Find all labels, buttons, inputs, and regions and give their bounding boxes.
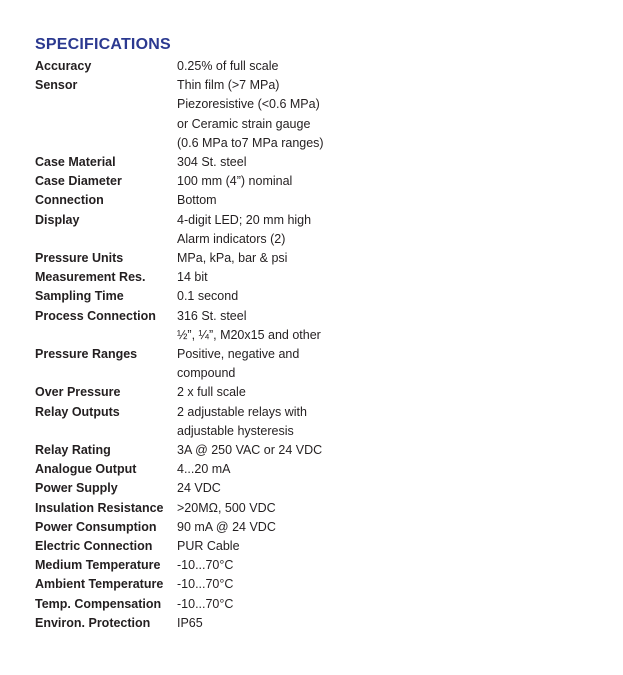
spec-value-line: 2 x full scale bbox=[177, 385, 246, 400]
spec-row bbox=[35, 249, 595, 268]
spec-row bbox=[35, 595, 595, 614]
spec-row bbox=[35, 211, 595, 249]
spec-value-line: 3A @ 250 VAC or 24 VDC bbox=[177, 443, 323, 458]
spec-value-line: 14 bit bbox=[177, 270, 208, 285]
spec-value-line: Bottom bbox=[177, 193, 217, 208]
spec-value bbox=[177, 537, 595, 556]
spec-label: Temp. Compensation bbox=[35, 596, 162, 611]
spec-value bbox=[177, 441, 595, 460]
spec-value bbox=[177, 614, 595, 633]
spec-value-line: compound bbox=[177, 366, 236, 381]
spec-value-line: 304 St. steel bbox=[177, 155, 247, 170]
spec-label: Sampling Time bbox=[35, 289, 124, 304]
spec-row bbox=[35, 76, 595, 153]
spec-label: Power Consumption bbox=[35, 519, 157, 534]
spec-label: Case Diameter bbox=[35, 174, 122, 189]
spec-value-line: 0.25% of full scale bbox=[177, 59, 279, 73]
spec-label: Ambient Temperature bbox=[35, 577, 164, 592]
spec-row bbox=[35, 191, 595, 210]
spec-value-line: PUR Cable bbox=[177, 539, 240, 554]
spec-value-line: >20MΩ, 500 VDC bbox=[177, 500, 276, 515]
spec-row bbox=[35, 268, 595, 287]
spec-value bbox=[177, 287, 595, 306]
spec-label: Case Material bbox=[35, 155, 116, 170]
spec-label: Electric Connection bbox=[35, 539, 153, 554]
spec-value-line: IP65 bbox=[177, 615, 203, 630]
spec-row bbox=[35, 556, 595, 575]
spec-value bbox=[177, 595, 595, 614]
spec-value-line: ½”, ¼”, M20x15 and other bbox=[177, 327, 321, 342]
spec-value-line: Alarm indicators (2) bbox=[177, 231, 286, 246]
spec-row bbox=[35, 153, 595, 172]
spec-row bbox=[35, 614, 595, 633]
spec-row bbox=[35, 287, 595, 306]
spec-value bbox=[177, 345, 595, 383]
spec-label: Measurement Res. bbox=[35, 270, 146, 285]
spec-value-line: Positive, negative and bbox=[177, 347, 300, 362]
spec-value-line: Thin film (>7 MPa) bbox=[177, 78, 280, 93]
specifications-sheet bbox=[35, 36, 595, 633]
spec-value bbox=[177, 499, 595, 518]
spec-row bbox=[35, 57, 595, 76]
spec-value-line: 24 VDC bbox=[177, 481, 221, 496]
spec-label: Sensor bbox=[35, 78, 78, 93]
spec-value bbox=[177, 575, 595, 594]
spec-label: Analogue Output bbox=[35, 462, 137, 477]
spec-value-line: 4...20 mA bbox=[177, 462, 231, 477]
spec-value bbox=[177, 518, 595, 537]
spec-value bbox=[177, 383, 595, 402]
spec-label: Process Connection bbox=[35, 308, 156, 323]
spec-row bbox=[35, 460, 595, 479]
spec-value-line: 100 mm (4”) nominal bbox=[177, 174, 293, 189]
spec-value-line: 316 St. steel bbox=[177, 308, 247, 323]
spec-value bbox=[177, 153, 595, 172]
spec-value-line: Piezoresistive (<0.6 MPa) bbox=[177, 97, 320, 112]
spec-value-line: adjustable hysteresis bbox=[177, 423, 294, 438]
spec-label: Over Pressure bbox=[35, 385, 121, 400]
spec-value-line: MPa, kPa, bar & psi bbox=[177, 251, 288, 266]
spec-value-line: or Ceramic strain gauge bbox=[177, 116, 311, 131]
spec-value bbox=[177, 307, 595, 345]
spec-value bbox=[177, 403, 595, 441]
spec-value-line: 4-digit LED; 20 mm high bbox=[177, 212, 312, 227]
spec-value-line: -10...70°C bbox=[177, 558, 234, 573]
spec-label: Pressure Ranges bbox=[35, 347, 138, 362]
spec-label: Pressure Units bbox=[35, 251, 124, 266]
spec-row bbox=[35, 479, 595, 498]
spec-row bbox=[35, 499, 595, 518]
spec-value bbox=[177, 479, 595, 498]
spec-row bbox=[35, 307, 595, 345]
spec-label: Relay Rating bbox=[35, 443, 111, 458]
spec-row bbox=[35, 518, 595, 537]
spec-value bbox=[177, 460, 595, 479]
spec-row bbox=[35, 383, 595, 402]
spec-row bbox=[35, 441, 595, 460]
spec-value bbox=[177, 249, 595, 268]
spec-row bbox=[35, 403, 595, 441]
spec-row bbox=[35, 537, 595, 556]
spec-value bbox=[177, 191, 595, 210]
spec-value-line: -10...70°C bbox=[177, 577, 234, 592]
spec-value-line: 2 adjustable relays with bbox=[177, 404, 307, 419]
spec-label: Connection bbox=[35, 193, 104, 208]
spec-value bbox=[177, 211, 595, 249]
spec-label: Relay Outputs bbox=[35, 404, 120, 419]
spec-row bbox=[35, 345, 595, 383]
spec-label: Medium Temperature bbox=[35, 558, 161, 573]
spec-value-line: (0.6 MPa to7 MPa ranges) bbox=[177, 135, 324, 150]
spec-label: Display bbox=[35, 212, 80, 227]
spec-value bbox=[177, 76, 595, 153]
spec-label: Accuracy bbox=[35, 59, 92, 73]
section-title: SPECIFICATIONS bbox=[35, 36, 171, 53]
spec-value-line: 90 mA @ 24 VDC bbox=[177, 519, 276, 534]
spec-row bbox=[35, 575, 595, 594]
spec-value-line: 0.1 second bbox=[177, 289, 239, 304]
spec-label: Insulation Resistance bbox=[35, 500, 164, 515]
spec-value bbox=[177, 172, 595, 191]
spec-value bbox=[177, 57, 595, 76]
spec-value-line: -10...70°C bbox=[177, 596, 234, 611]
spec-row bbox=[35, 172, 595, 191]
spec-value bbox=[177, 268, 595, 287]
spec-value bbox=[177, 556, 595, 575]
spec-table bbox=[35, 57, 595, 633]
spec-label: Environ. Protection bbox=[35, 615, 151, 630]
spec-label: Power Supply bbox=[35, 481, 118, 496]
